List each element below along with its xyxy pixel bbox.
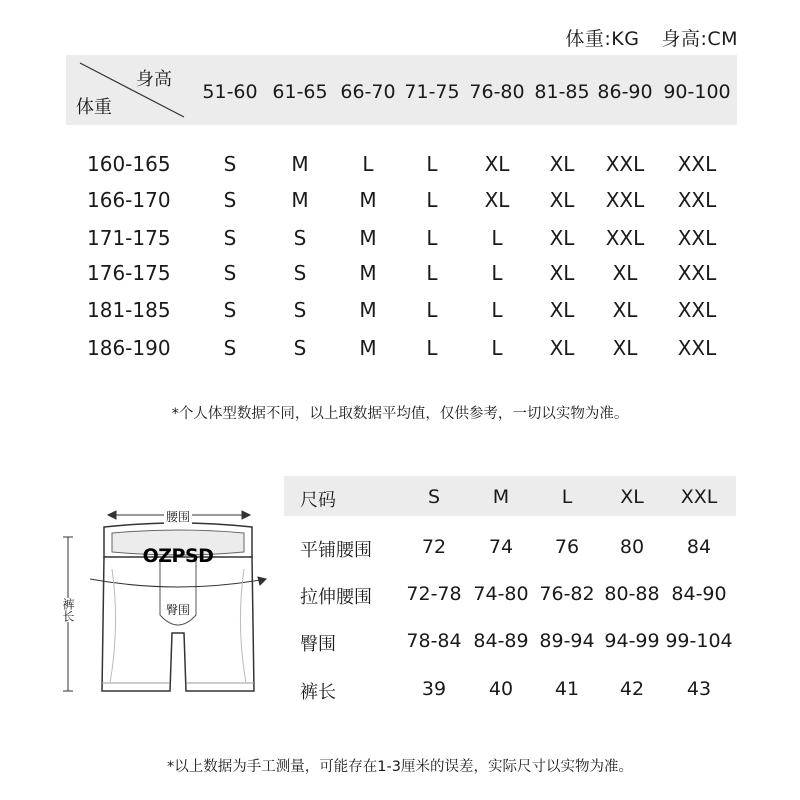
size-cell: XXL [677, 261, 717, 285]
shorts-diagram [60, 495, 280, 695]
measurement-cell: 72 [421, 536, 447, 558]
size-cell: XXL [605, 188, 645, 212]
size-cell: M [291, 188, 309, 212]
weight-column-header: 86-90 [597, 81, 653, 103]
size-cell: XXL [677, 226, 717, 250]
size-cell: XL [549, 336, 575, 360]
weight-column-header: 51-60 [202, 81, 258, 103]
measurement-cell: 41 [554, 678, 580, 700]
size-column-header: XL [620, 486, 644, 508]
corner-height-label: 身高 [136, 69, 172, 90]
measurement-cell: 76 [554, 536, 580, 558]
weight-unit: 体重:KG [565, 28, 640, 50]
height-unit: 身高:CM [661, 28, 738, 50]
table-row [0, 298, 800, 328]
size-column-header: XXL [680, 486, 718, 508]
measurement-cell: 74-80 [473, 583, 529, 605]
size-cell: XXL [677, 336, 717, 360]
table-row [0, 336, 800, 366]
height-row-label: 171-175 [87, 226, 171, 250]
measurement-row-label: 臀围 [300, 634, 336, 655]
weight-column-header: 66-70 [340, 81, 396, 103]
weight-column-header: 61-65 [272, 81, 328, 103]
measurement-row-label: 裤长 [300, 682, 336, 703]
size-cell: L [491, 261, 503, 285]
height-row-label: 166-170 [87, 188, 171, 212]
size-cell: XL [612, 336, 638, 360]
table-row [0, 152, 800, 182]
unit-legend [565, 24, 738, 51]
size-cell: M [359, 226, 377, 250]
size-cell: L [426, 261, 438, 285]
measurement-cell: 94-99 [604, 630, 660, 652]
size-cell: XL [612, 298, 638, 322]
size-cell: XL [549, 261, 575, 285]
weight-column-header: 71-75 [404, 81, 460, 103]
size-column-header: M [492, 486, 510, 508]
size-cell: S [293, 261, 307, 285]
size-cell: M [359, 336, 377, 360]
size-cell: XXL [677, 152, 717, 176]
corner-weight-label: 体重 [76, 97, 112, 118]
size-header-label: 尺码 [300, 490, 336, 511]
size-cell: M [359, 298, 377, 322]
size-cell: XL [549, 226, 575, 250]
size-cell: S [223, 298, 237, 322]
hip-label: 臀围 [166, 603, 191, 617]
size-cell: XXL [605, 226, 645, 250]
size-cell: L [426, 188, 438, 212]
measurement-cell: 40 [488, 678, 514, 700]
size-cell: XL [612, 261, 638, 285]
size-cell: S [223, 188, 237, 212]
measurement-cell: 89-94 [539, 630, 595, 652]
table-row [0, 261, 800, 291]
height-row-label: 181-185 [87, 298, 171, 322]
size-cell: XXL [605, 152, 645, 176]
measurement-cell: 99-104 [665, 630, 733, 652]
size-cell: S [223, 226, 237, 250]
height-row-label: 186-190 [87, 336, 171, 360]
size-cell: L [491, 336, 503, 360]
size-cell: M [359, 261, 377, 285]
measurement-cell: 76-82 [539, 583, 595, 605]
measurement-cell: 80-88 [604, 583, 660, 605]
measurement-cell: 74 [488, 536, 514, 558]
measurement-cell: 84 [686, 536, 712, 558]
measurement-cell: 84-90 [671, 583, 727, 605]
measure-table-header [284, 476, 736, 516]
measurement-cell: 78-84 [406, 630, 462, 652]
weight-column-header: 76-80 [469, 81, 525, 103]
size-cell: L [426, 336, 438, 360]
size-cell: L [426, 152, 438, 176]
size-cell: L [426, 226, 438, 250]
measurement-cell: 39 [421, 678, 447, 700]
length-label: 裤长 [61, 598, 75, 622]
size-cell: M [359, 188, 377, 212]
weight-column-header: 90-100 [663, 81, 731, 103]
size-cell: S [223, 261, 237, 285]
measurement-row-label: 拉伸腰围 [300, 587, 372, 608]
size-cell: XXL [677, 298, 717, 322]
size-cell: L [362, 152, 374, 176]
size-cell: XXL [677, 188, 717, 212]
waist-label: 腰围 [166, 510, 191, 524]
height-row-label: 176-175 [87, 261, 171, 285]
measurement-cell: 80 [619, 536, 645, 558]
size-column-header: L [561, 486, 573, 508]
size-cell: L [491, 226, 503, 250]
size-cell: M [291, 152, 309, 176]
size-cell: XL [484, 152, 510, 176]
size-cell: XL [549, 298, 575, 322]
height-row-label: 160-165 [87, 152, 171, 176]
measurement-cell: 84-89 [473, 630, 529, 652]
size-cell: L [426, 298, 438, 322]
size-cell: S [293, 298, 307, 322]
table-row [0, 188, 800, 218]
note-average: *个人体型数据不同，以上取数据平均值，仅供参考，一切以实物为准。 [171, 406, 629, 422]
size-cell: S [293, 336, 307, 360]
measurement-cell: 72-78 [406, 583, 462, 605]
size-cell: XL [484, 188, 510, 212]
size-cell: S [223, 152, 237, 176]
size-cell: XL [549, 188, 575, 212]
measurement-cell: 43 [686, 678, 712, 700]
size-column-header: S [427, 486, 441, 508]
size-cell: S [223, 336, 237, 360]
measurement-row-label: 平铺腰围 [300, 540, 372, 561]
weight-column-header: 81-85 [534, 81, 590, 103]
size-cell: XL [549, 152, 575, 176]
size-cell: L [491, 298, 503, 322]
table-row [0, 226, 800, 256]
measurement-cell: 42 [619, 678, 645, 700]
size-cell: S [293, 226, 307, 250]
note-measurement: *以上数据为手工测量，可能存在1-3厘米的误差，实际尺寸以实物为准。 [167, 759, 633, 775]
brand-logo: OZPSD [142, 545, 214, 567]
